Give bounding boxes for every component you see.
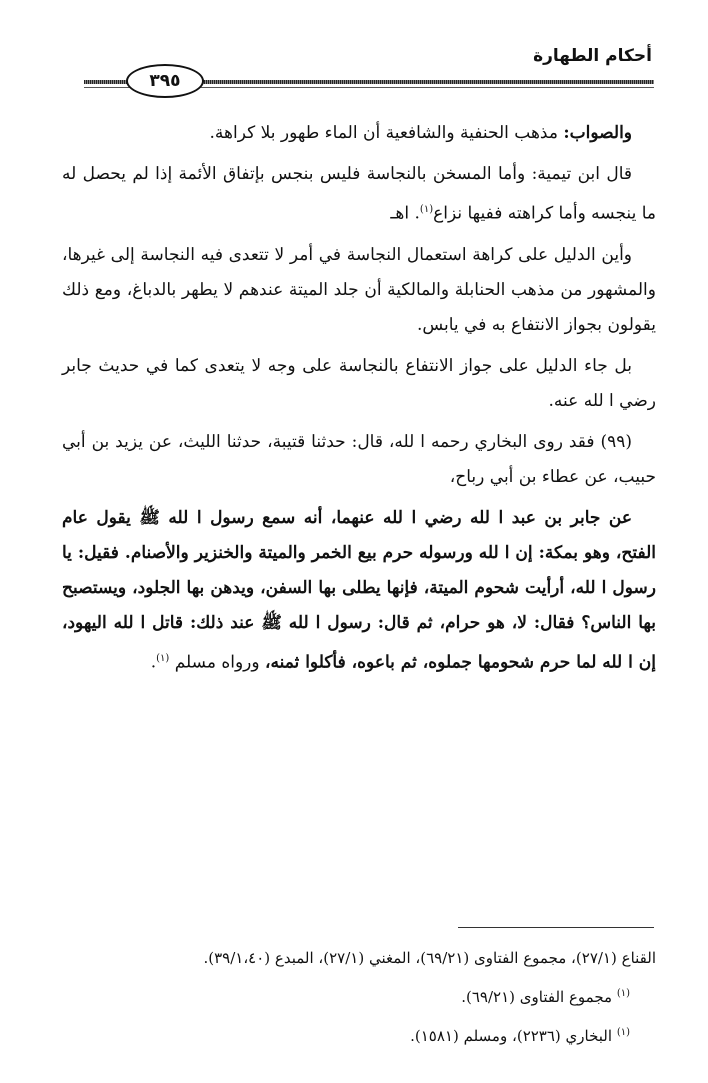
hadith-end: . xyxy=(150,652,157,673)
footnote-marker: (١) xyxy=(419,204,434,215)
paragraph-ibn-taymiyyah xyxy=(62,157,656,232)
footnote-marker: (١) xyxy=(616,1027,630,1038)
footnotes xyxy=(62,940,656,1054)
footnote-1: القناع (٢٧/١)، مجموع الفتاوى (٦٩/٢١)، المغني (٢٧/١)، المبدع (٣٩/١،٤٠). xyxy=(203,949,656,967)
footnote-2-text: مجموع الفتاوى (٦٩/٢١). xyxy=(461,988,617,1006)
running-title: أحكام الطهارة xyxy=(533,46,652,66)
page-number: ٣٩٥ xyxy=(126,64,204,98)
footnote-marker: (١) xyxy=(616,988,630,999)
hadith-source: ورواه مسلم xyxy=(169,652,265,673)
conclusion-lead: والصواب: xyxy=(563,123,632,143)
footnote-rule xyxy=(458,927,654,928)
footnote-3-text: البخاري (٢٢٣٦)، ومسلم (١٥٨١). xyxy=(410,1027,617,1045)
paragraph-isnad: (٩٩) فقد روى البخاري رحمه ا لله، قال: حدثنا قتيبة، حدثنا الليث، عن يزيد بن أبي حبيب، عن عطاء بن أبي رباح، xyxy=(62,431,656,487)
body-text xyxy=(62,116,656,686)
footnote-2 xyxy=(62,976,656,1015)
paragraph-evidence: وأين الدليل على كراهة استعمال النجاسة في أمر لا تتعدى فيه النجاسة إلى غيرها، والمشهور من مذهب الحنابلة والمالكية أن جلد الميتة عندهم لا يطهر بالدباغ، ومع ذلك يقولون بجواز الانتفاع به في يابس. xyxy=(62,244,656,335)
hadith-text: عن جابر بن عبد ا لله رضي ا لله عنهما، أنه سمع رسول ا لله ﷺ يقول عام الفتح، وهو بمكة: إن ا لله ورسوله حرم بيع الخمر والميتة والخنزير والأصنام. فقيل: يا رسول ا لله، أرأيت شحوم الميتة، فإنها يطلى بها السفن، ويدهن بها الجلود، ويستصبح بها الناس؟ فقال: لا، هو حرام، ثم قال: رسول ا لله ﷺ عند ذلك: قاتل ا لله اليهود، إن ا لله لما حرم شحومها جملوه، ثم باعوه، فأكلوا ثمنه، xyxy=(62,507,656,673)
ibn-taymiyyah-text: قال ابن تيمية: وأما المسخن بالنجاسة فليس بنجس بإتفاق الأئمة إذا لم يحصل له ما ينجسه وأما كراهته ففيها نزاع xyxy=(62,164,656,224)
footnote-marker: (١) xyxy=(156,652,170,664)
ibn-taymiyyah-end: . اهـ xyxy=(390,203,420,224)
paragraph-conclusion xyxy=(62,116,656,151)
paragraph-jabir-intro: بل جاء الدليل على جواز الانتفاع بالنجاسة على وجه لا يتعدى كما في حديث جابر رضي ا لله عنه. xyxy=(62,355,656,411)
footnote-3 xyxy=(62,1015,656,1054)
paragraph-hadith xyxy=(62,501,656,681)
conclusion-text: مذهب الحنفية والشافعية أن الماء طهور بلا كراهة. xyxy=(209,123,564,143)
